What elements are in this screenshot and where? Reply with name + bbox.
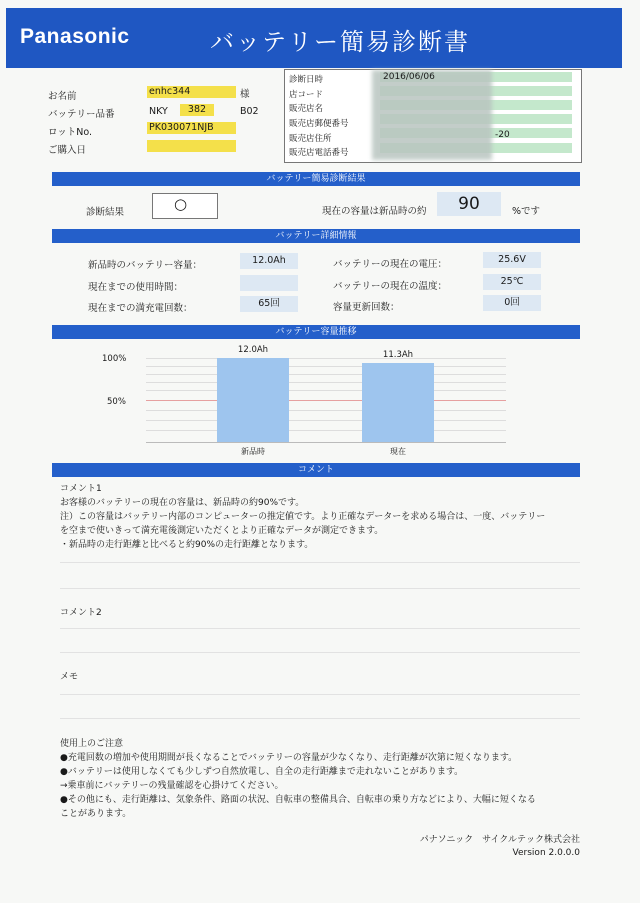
gridline [146,410,506,411]
result-label: 診断結果 [86,207,125,218]
x-axis [146,442,506,443]
shop-date-value: 2016/06/06 [383,72,435,82]
notes-line: ことがあります。 [60,809,132,819]
lot-value: PK030071NJB [147,122,236,134]
shop-name-label: 販売店名 [289,104,324,114]
ruled-line [60,562,580,563]
notes-line: ●バッテリーは使用しなくても少しずつ自然放電し、自全の走行距離まで走れないことがあります。 [60,767,464,777]
data-label: 11.3Ah [382,349,414,360]
capacity-text: 現在の容量は新品時の約 [322,206,427,217]
new-capacity-value: 12.0Ah [240,253,298,269]
shop-zip-label: 販売店郵便番号 [289,119,349,129]
chart-bar [362,363,434,442]
comment1-label: コメント1 [60,484,102,494]
shop-address-label: 販売店住所 [289,134,332,144]
honorific: 様 [240,89,250,100]
notes-line: ●充電回数の増加や使用期間が長くなることでバッテリーの容量が少なくなり、走行距離が次第に短くなります。 [60,753,518,763]
notes-title: 使用上のご注意 [60,739,124,749]
shop-code-label: 店コード [289,90,324,100]
chart-bar [217,358,289,442]
y-tick-label: 50% [107,397,126,407]
name-label: お名前 [48,91,77,102]
shop-address-tail: -20 [495,130,510,140]
new-capacity-label: 新品時のバッテリー容量： [88,260,203,271]
purchase-value [147,140,236,152]
voltage-value: 25.6V [483,252,541,268]
product-mid: 382 [180,104,214,116]
name-value: enhc344 [147,86,236,98]
shop-date-label: 診断日時 [289,75,324,85]
gridline [146,382,506,383]
product-prefix: NKY [149,106,168,117]
gridline [146,374,506,375]
ruled-line [60,718,580,719]
result-mark: ○ [174,195,188,213]
usage-time-label: 現在までの使用時間： [88,282,184,293]
memo-label: メモ [60,672,79,682]
x-tick-label: 新品時 [241,447,265,456]
comment1-line: ・新品時の走行距離と比べると約90%の走行距離となります。 [60,540,314,550]
charge-count-value: 65回 [240,296,298,312]
y-tick-label: 100% [102,354,127,364]
chart-section-bar: バッテリー容量推移 [52,325,580,339]
ruled-line [60,588,580,589]
notes-line: ●その他にも、走行距離は、気象条件、路面の状況、自転車の整備具合、自転車の乗り方などにより、大幅に短くなる [60,795,536,805]
shop-phone-label: 販売店電話番号 [289,148,349,158]
comment1-line: を空まで使いきって満充電後測定いただくとより正確なデータが測定できます。 [60,526,384,536]
comment-section-bar: コメント [52,463,580,477]
gridline-50 [146,400,506,401]
gridline [146,366,506,367]
capacity-unit: %です [512,206,541,217]
details-section-bar: バッテリー詳細情報 [52,229,580,243]
comment1-line: お客様のバッテリーの現在の容量は、新品時の約90%です。 [60,498,305,508]
document-title: バッテリー簡易診断書 [210,28,470,56]
x-tick-label: 現在 [390,447,406,456]
temp-value: 25℃ [483,274,541,290]
temp-label: バッテリーの現在の温度： [333,281,448,292]
redacted-area [372,70,492,160]
ruled-line [60,694,580,695]
gridline [146,358,506,359]
update-value: 0回 [483,295,541,311]
product-suffix: B02 [240,106,259,117]
notes-line: →乗車前にバッテリーの残量確認を心掛けてください。 [60,781,284,791]
panasonic-logo: Panasonic [20,25,130,48]
comment2-label: コメント2 [60,608,102,618]
capacity-value: 90 [437,192,501,216]
voltage-label: バッテリーの現在の電圧： [333,259,448,270]
charge-count-label: 現在までの満充電回数： [88,303,193,314]
diagnosis-section-bar: バッテリー簡易診断結果 [52,172,580,186]
ruled-line [60,652,580,653]
purchase-label: ご購入日 [48,145,87,156]
comment1-line: 注）この容量はバッテリー内部のコンピューターの推定値です。より正確なデーターを求める場合は、一度、バッテリー [60,512,546,522]
usage-time-value [240,275,298,291]
company-name: パナソニック サイクルテック株式会社 [419,835,580,845]
gridline [146,420,506,421]
product-label: バッテリー品番 [48,109,115,120]
version-text: Version 2.0.0.0 [512,848,580,858]
capacity-chart [52,340,580,460]
ruled-line [60,628,580,629]
gridline [146,390,506,391]
data-label: 12.0Ah [237,345,269,355]
update-label: 容量更新回数： [333,302,400,313]
lot-label: ロットNo. [48,127,93,138]
gridline [146,430,506,431]
